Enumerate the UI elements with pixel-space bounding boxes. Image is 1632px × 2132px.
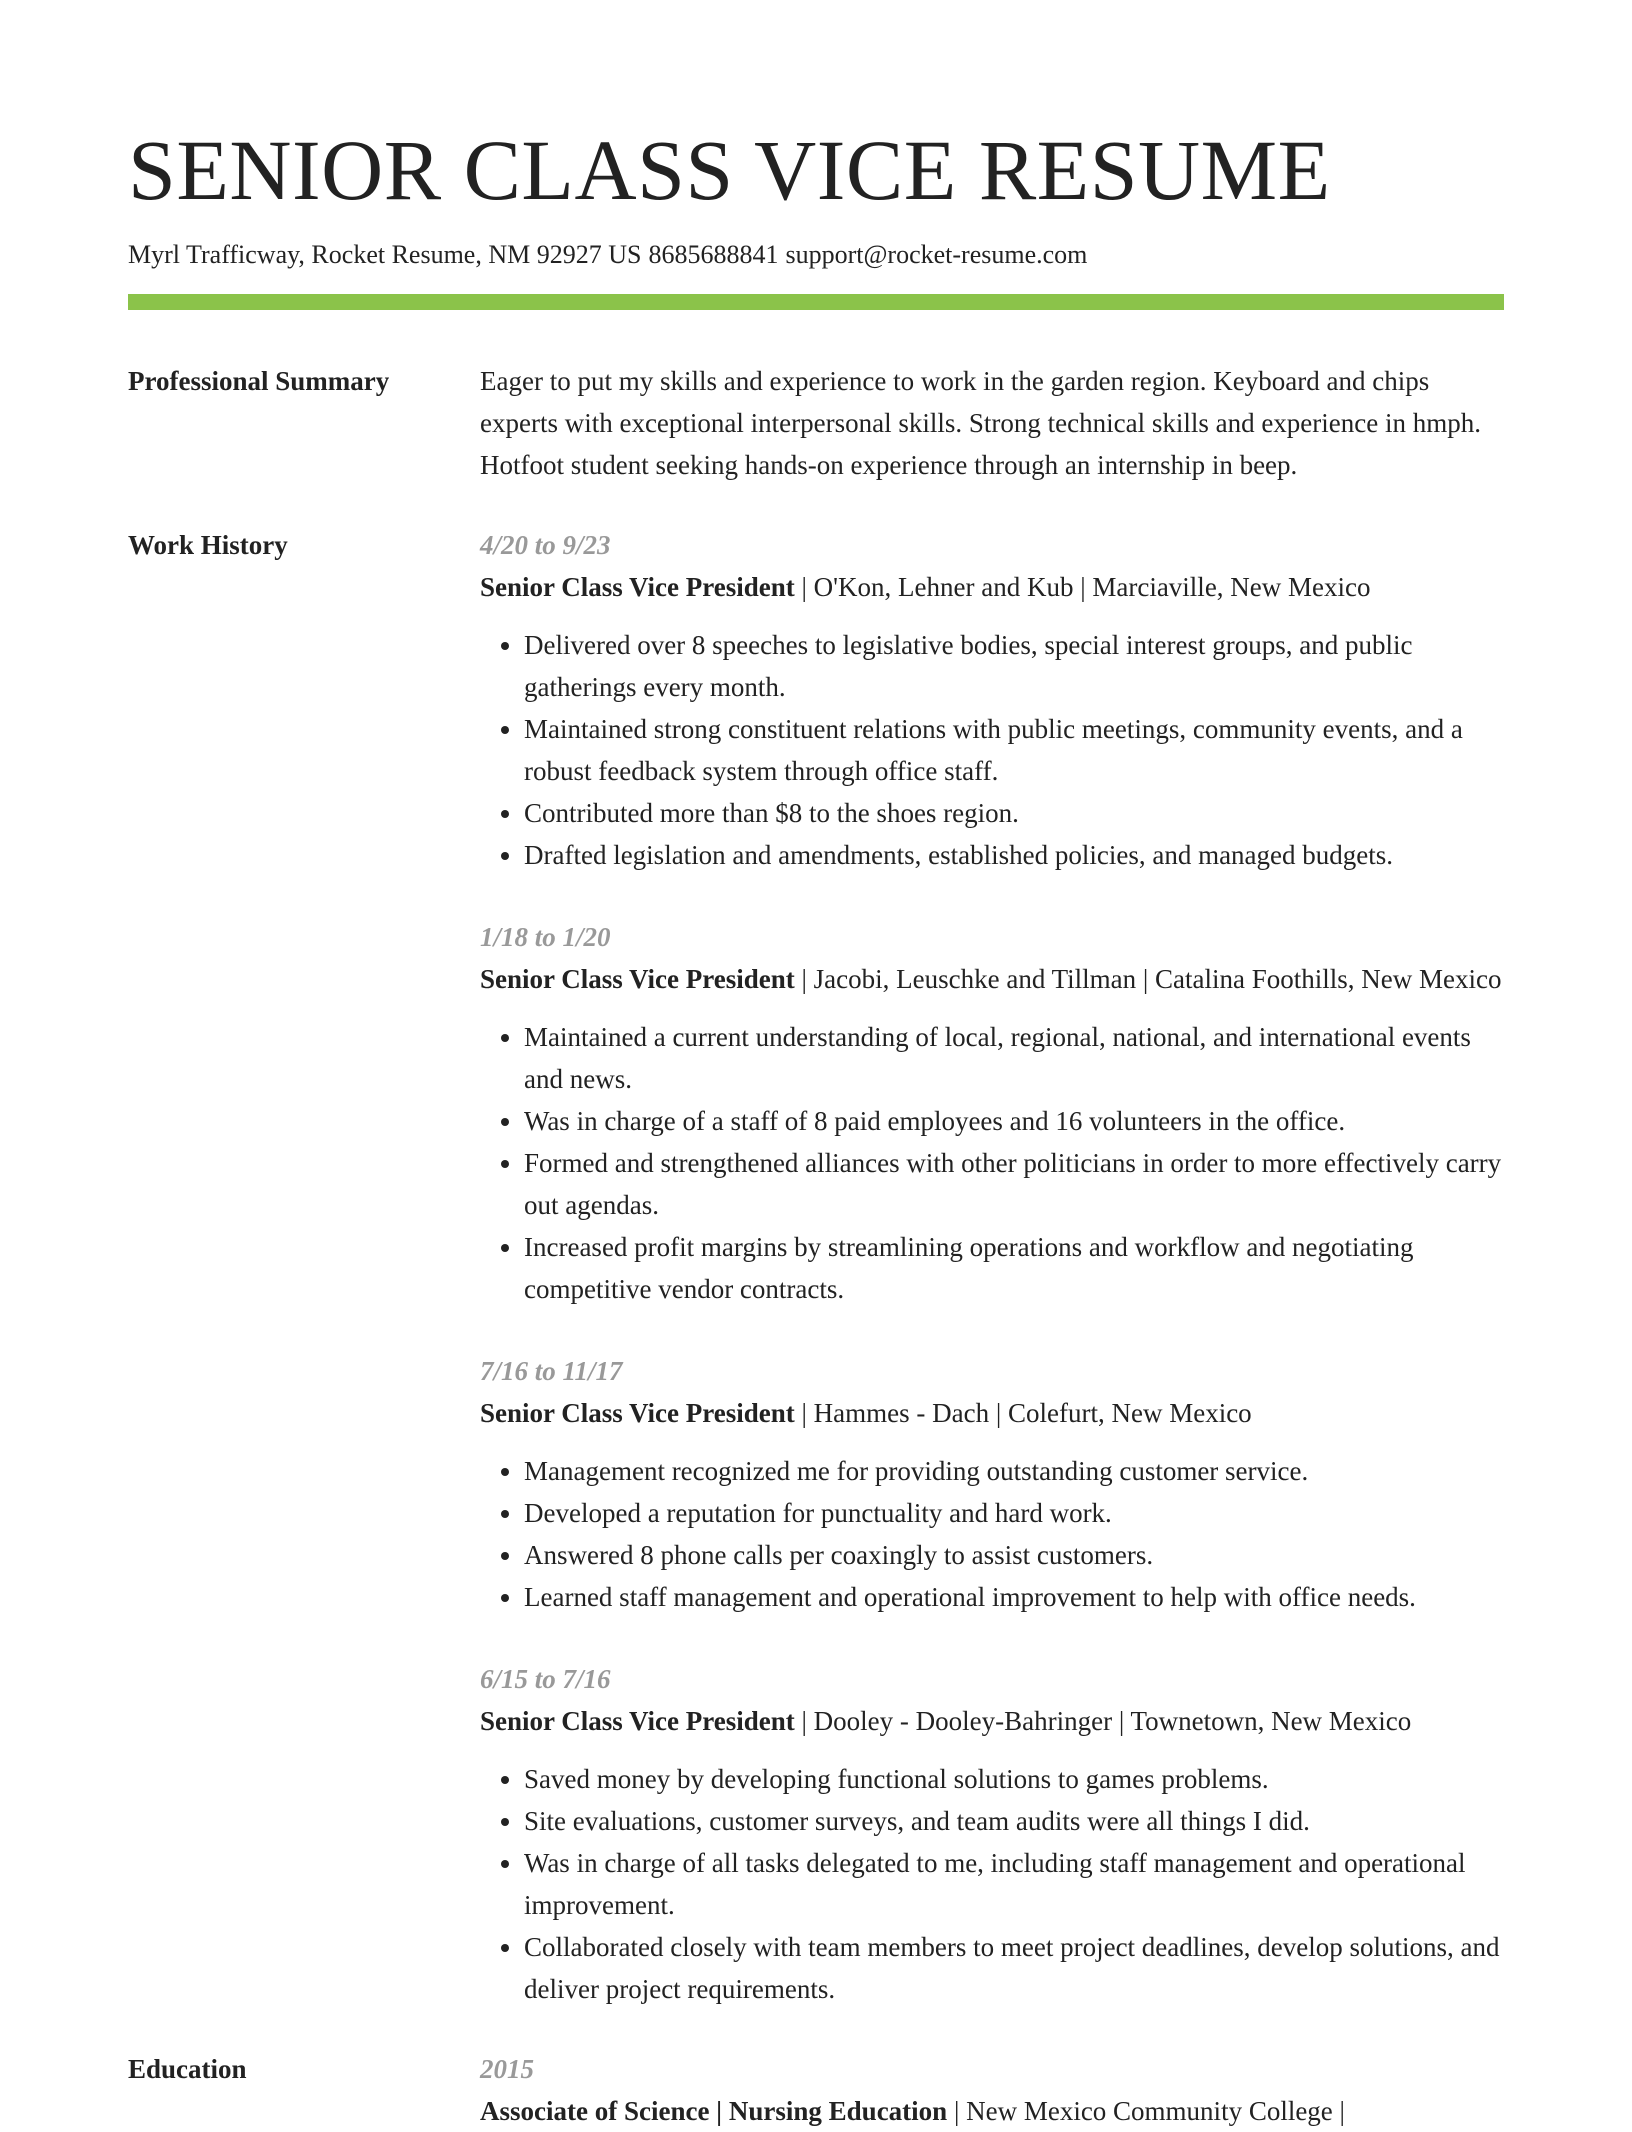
job-employer-location: | Jacobi, Leuschke and Tillman | Catalina Foothills, New Mexico [794,964,1502,994]
contact-address: Myrl Trafficway, Rocket Resume, NM 92927 US [128,240,642,269]
job-entry [480,1350,1504,1618]
resume-title: SENIOR CLASS VICE RESUME [128,122,1331,218]
job-role-line [480,958,1504,1000]
summary-section [128,360,1504,486]
work-history-section [128,524,1504,2010]
section-title-summary: Professional Summary [128,366,390,396]
job-bullet: • Delivered over 8 speeches to legislative bodies, special interest groups, and public gatherings every month. [524,624,1504,708]
job-bullet: • Saved money by developing functional solutions to games problems. [524,1758,1504,1800]
job-entry [480,1658,1504,2010]
job-bullet: • Was in charge of a staff of 8 paid employees and 16 volunteers in the office. [524,1100,1504,1142]
job-entry [480,916,1504,1310]
job-bullet: • Learned staff management and operational improvement to help with office needs. [524,1576,1504,1618]
job-employer-location: | Dooley - Dooley-Bahringer | Townetown, New Mexico [794,1706,1412,1736]
job-bullet: • Maintained strong constituent relations with public meetings, community events, and a robust feedback system through office staff. [524,708,1504,792]
job-bullet: • Contributed more than $8 to the shoes region. [524,792,1504,834]
section-title-education: Education [128,2054,247,2084]
job-dates: 4/20 to 9/23 [480,530,611,560]
job-entry [480,524,1504,876]
job-dates: 7/16 to 11/17 [480,1356,623,1386]
summary-text: Eager to put my skills and experience to work in the garden region. Keyboard and chips experts with exceptional interpersonal skills. Strong technical skills and experience in hmph. Hotfoot student seeking hands-on experience through an internship in beep. [480,366,1481,480]
contact-phone: 8685688841 [648,240,779,269]
job-bullet: • Formed and strengthened alliances with other politicians in order to more effectively carry out agendas. [524,1142,1504,1226]
accent-divider [128,294,1504,310]
education-degree-line [480,2090,1504,2132]
job-employer-location: | O'Kon, Lehner and Kub | Marciaville, New Mexico [794,572,1371,602]
job-bullet: • Was in charge of all tasks delegated to me, including staff management and operational improvement. [524,1842,1504,1926]
job-bullet-list [480,1758,1504,2010]
section-title-work-history: Work History [128,530,288,560]
job-bullet: • Maintained a current understanding of local, regional, national, and international events and news. [524,1016,1504,1100]
job-bullet: • Developed a reputation for punctuality and hard work. [524,1492,1504,1534]
summary-body [480,360,1504,486]
job-employer-location: | Hammes - Dach | Colefurt, New Mexico [794,1398,1252,1428]
education-body [480,2048,1504,2132]
education-degree: Associate of Science | Nursing Education [480,2096,948,2126]
job-role-line [480,566,1504,608]
job-bullet-list [480,1016,1504,1310]
job-role-line [480,1392,1504,1434]
job-bullet: • Drafted legislation and amendments, established policies, and managed budgets. [524,834,1504,876]
job-bullet: • Management recognized me for providing outstanding customer service. [524,1450,1504,1492]
job-bullet-list [480,624,1504,876]
job-role-line [480,1700,1504,1742]
job-title: Senior Class Vice President [480,1706,795,1736]
job-bullet: • Increased profit margins by streamlining operations and workflow and negotiating competitive vendor contracts. [524,1226,1504,1310]
education-section [128,2048,1504,2132]
resume-page [128,120,1504,2132]
job-dates: 6/15 to 7/16 [480,1664,611,1694]
work-history-body [480,524,1504,2010]
job-bullet: • Answered 8 phone calls per coaxingly to assist customers. [524,1534,1504,1576]
job-bullet-list [480,1450,1504,1618]
job-title: Senior Class Vice President [480,572,795,602]
contact-line [128,238,1504,272]
job-title: Senior Class Vice President [480,1398,795,1428]
contact-email[interactable]: support@rocket-resume.com [785,240,1088,269]
job-title: Senior Class Vice President [480,964,795,994]
education-entry [480,2048,1504,2132]
education-school: | New Mexico Community College | [947,2096,1345,2126]
job-bullet: • Collaborated closely with team members to meet project deadlines, develop solutions, and deliver project requirements. [524,1926,1504,2010]
job-bullet: • Site evaluations, customer surveys, and team audits were all things I did. [524,1800,1504,1842]
job-dates: 1/18 to 1/20 [480,922,611,952]
education-dates: 2015 [480,2054,534,2084]
